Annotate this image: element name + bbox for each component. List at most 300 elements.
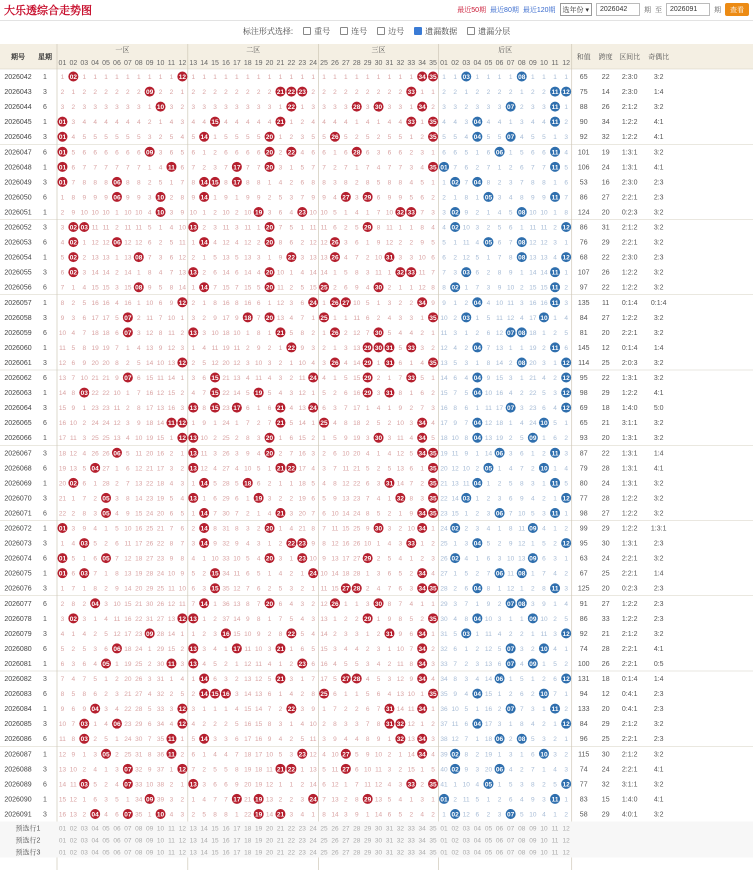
option-checkbox[interactable] [467, 27, 475, 35]
back-miss-number: 8 [486, 179, 491, 187]
front-miss-number: 7 [202, 390, 206, 398]
back-miss-number: 12 [440, 344, 448, 352]
front-ball-number: 09 [146, 630, 154, 638]
front-miss-number: 23 [102, 405, 110, 413]
back-miss-number: 1 [475, 405, 480, 413]
back-miss-number: 1 [453, 239, 457, 247]
front-miss-number: 14 [58, 781, 67, 789]
back-miss-number: 1 [531, 450, 535, 458]
front-col-header: 31 [385, 60, 394, 67]
back-miss-number: 15 [451, 510, 459, 518]
option-3[interactable] [414, 26, 457, 37]
front-miss-number: 12 [58, 751, 67, 759]
back-miss-number: 5 [442, 239, 446, 247]
back-miss-number: 6 [531, 751, 535, 759]
front-ball-number: 09 [146, 796, 154, 804]
option-1[interactable] [340, 26, 367, 37]
back-miss-number: 7 [531, 766, 535, 774]
back-col-header: 03 [462, 60, 471, 67]
front-col-header: 17 [232, 60, 241, 67]
front-miss-number: 3 [71, 660, 76, 668]
front-ball-number: 32 [396, 209, 404, 217]
front-miss-number: 19 [124, 660, 132, 668]
front-miss-number: 19 [255, 781, 263, 789]
zone-ratio-cell: 0:1:4 [621, 344, 638, 352]
back-ball-number: 07 [507, 134, 515, 142]
front-miss-number: 4 [322, 751, 326, 759]
front-ball-number: 24 [309, 570, 317, 578]
back-miss-number: 2 [453, 314, 457, 322]
front-miss-number: 4 [300, 811, 305, 819]
forecast-cell: 25 [320, 837, 328, 845]
front-miss-number: 13 [156, 405, 165, 413]
front-miss-number: 10 [91, 209, 99, 217]
front-miss-number: 8 [398, 390, 403, 398]
front-miss-number: 1 [344, 781, 348, 789]
front-miss-number: 2 [311, 435, 315, 443]
front-miss-number: 12 [342, 480, 350, 488]
front-miss-number: 2 [344, 329, 348, 337]
front-miss-number: 1 [289, 119, 294, 127]
sum-cell: 83 [579, 796, 588, 804]
forecast-back-cell: 05 [484, 837, 493, 845]
odd-even-cell: 3:2 [653, 329, 664, 337]
front-miss-number: 14 [244, 269, 252, 277]
back-col-header: 09 [528, 60, 537, 67]
forecast-cell: 22 [287, 825, 295, 833]
forecast-cell: 32 [396, 849, 404, 857]
front-miss-number: 2 [115, 480, 119, 488]
front-miss-number: 1 [278, 435, 283, 443]
front-miss-number: 9 [365, 751, 370, 759]
front-miss-number: 2 [191, 299, 196, 307]
back-miss-number: 1 [553, 600, 557, 608]
back-miss-number: 5 [531, 134, 535, 142]
front-miss-number: 6 [93, 149, 97, 157]
front-ball-number: 14 [200, 480, 208, 488]
front-miss-number: 17 [222, 314, 230, 322]
back-miss-number: 7 [553, 691, 557, 699]
gap-cell: 1 [43, 660, 47, 668]
period-50-link[interactable]: 最近50期 [457, 6, 487, 14]
back-miss-number: 1 [519, 751, 524, 759]
front-miss-number: 6 [82, 149, 87, 157]
front-miss-number: 5 [278, 194, 283, 202]
odd-even-cell: 0:5 [653, 660, 664, 668]
front-ball-number: 06 [113, 721, 121, 729]
front-miss-number: 1 [289, 645, 294, 653]
front-ball-number: 30 [374, 600, 383, 608]
back-miss-number: 10 [540, 209, 548, 217]
back-miss-number: 5 [486, 314, 491, 322]
front-miss-number: 3 [180, 480, 185, 488]
front-miss-number: 9 [376, 239, 381, 247]
back-ball-number: 04 [473, 480, 481, 488]
front-miss-number: 1 [376, 119, 381, 127]
front-miss-number: 6 [365, 149, 370, 157]
front-miss-number: 10 [80, 209, 88, 217]
front-miss-number: 8 [344, 420, 348, 428]
back-miss-number: 5 [453, 359, 457, 367]
front-miss-number: 1 [365, 239, 370, 247]
front-miss-number: 8 [387, 179, 392, 187]
front-miss-number: 3 [256, 435, 261, 443]
front-miss-number: 7 [235, 510, 239, 518]
front-miss-number: 8 [158, 329, 163, 337]
front-miss-number: 3 [311, 450, 315, 458]
front-miss-number: 3 [431, 209, 435, 217]
front-ball-number: 35 [429, 119, 437, 127]
gap-cell: 3 [43, 766, 47, 774]
zone-ratio-cell: 1:2:2 [621, 615, 638, 623]
issue-cell: 2026078 [4, 615, 32, 623]
front-miss-number: 1 [376, 74, 381, 82]
back-ball-number: 11 [551, 149, 559, 157]
back-miss-number: 3 [453, 329, 457, 337]
front-miss-number: 13 [353, 344, 361, 352]
gap-cell: 6 [43, 736, 47, 744]
period-80-link[interactable]: 最近80期 [490, 6, 519, 14]
front-miss-number: 5 [420, 375, 424, 383]
sum-cell: 94 [579, 691, 588, 699]
back-miss-number: 5 [497, 224, 502, 232]
front-miss-number: 24 [102, 420, 110, 428]
front-miss-number: 11 [396, 660, 404, 668]
front-miss-number: 3 [115, 284, 119, 292]
option-checkbox[interactable] [340, 27, 348, 35]
front-miss-number: 6 [115, 149, 119, 157]
front-miss-number: 4 [104, 119, 108, 127]
front-miss-number: 11 [168, 585, 175, 593]
front-miss-number: 12 [331, 781, 339, 789]
front-miss-number: 1 [365, 405, 370, 413]
front-miss-number: 8 [235, 299, 239, 307]
front-miss-number: 2 [224, 660, 228, 668]
front-miss-number: 2 [431, 194, 435, 202]
front-miss-number: 34 [222, 570, 230, 578]
odd-even-cell: 2:3 [653, 540, 664, 548]
issue-cell: 2026079 [4, 630, 32, 638]
front-miss-number: 5 [420, 179, 424, 187]
back-miss-number: 2 [464, 344, 469, 352]
front-miss-number: 5 [300, 630, 305, 638]
front-miss-number: 5 [278, 585, 283, 593]
front-miss-number: 1 [333, 314, 337, 322]
front-miss-number: 3 [300, 706, 305, 714]
back-miss-number: 1 [464, 510, 469, 518]
front-miss-number: 4 [104, 721, 108, 729]
front-ball-number: 12 [178, 615, 186, 623]
front-miss-number: 1 [104, 676, 108, 684]
back-ball-number: 07 [507, 104, 515, 112]
front-miss-number: 1 [202, 149, 206, 157]
option-group [303, 26, 510, 37]
front-miss-number: 13 [69, 811, 77, 819]
back-miss-number: 7 [486, 164, 491, 172]
front-miss-number: 1 [82, 74, 87, 82]
front-miss-number: 2 [213, 209, 217, 217]
back-miss-number: 1 [519, 375, 524, 383]
front-miss-number: 7 [115, 344, 119, 352]
front-ball-number: 21 [276, 676, 285, 684]
back-miss-number: 1 [464, 645, 469, 653]
back-ball-number: 12 [562, 495, 570, 503]
front-miss-number: 10 [244, 630, 252, 638]
back-miss-number: 5 [508, 781, 513, 789]
span-cell: 11 [602, 299, 610, 307]
front-miss-number: 6 [387, 570, 392, 578]
front-miss-number: 3 [245, 525, 250, 533]
to-issue-input[interactable]: 2026091 [666, 3, 710, 16]
back-miss-number: 1 [519, 585, 524, 593]
front-miss-number: 20 [91, 359, 99, 367]
forecast-cell: 33 [407, 837, 415, 845]
front-miss-number: 7 [169, 269, 174, 277]
front-miss-number: 3 [136, 104, 141, 112]
front-miss-number: 5 [300, 284, 305, 292]
front-ball-number: 31 [385, 721, 394, 729]
back-miss-number: 14 [440, 375, 448, 383]
front-miss-number: 1 [344, 314, 348, 322]
front-miss-number: 12 [69, 450, 77, 458]
back-miss-number: 6 [464, 721, 469, 729]
front-miss-number: 3 [136, 329, 141, 337]
forecast-back-cell: 09 [529, 825, 537, 833]
option-4[interactable] [467, 26, 510, 37]
gap-cell: 1 [43, 525, 47, 533]
front-miss-number: 1 [82, 796, 87, 804]
front-miss-number: 18 [102, 329, 110, 337]
front-miss-number: 2 [300, 239, 305, 247]
back-miss-number: 18 [484, 736, 493, 744]
back-miss-number: 40 [440, 766, 448, 774]
year-select[interactable]: 选年份 ▾ [560, 3, 592, 16]
period-120-link[interactable]: 最近120期 [522, 6, 556, 14]
forecast-cell: 05 [102, 825, 110, 833]
front-miss-number: 4 [398, 796, 403, 804]
front-ball-number: 05 [102, 495, 110, 503]
issue-cell: 2026066 [4, 435, 32, 443]
front-ball-number: 12 [178, 420, 186, 428]
gap-cell: 1 [43, 615, 47, 623]
back-miss-number: 1 [486, 209, 491, 217]
back-miss-number: 1 [519, 269, 524, 277]
front-miss-number: 8 [398, 615, 403, 623]
front-miss-number: 3 [387, 766, 392, 774]
front-miss-number: 6 [333, 450, 337, 458]
front-miss-number: 8 [311, 525, 315, 533]
back-miss-number: 14 [495, 359, 504, 367]
query-button[interactable]: 查看 [725, 3, 749, 16]
option-label: 标注形式选择: [242, 26, 294, 36]
front-miss-number: 1 [333, 344, 337, 352]
front-ball-number: 02 [69, 74, 77, 82]
front-miss-number: 22 [91, 390, 99, 398]
span-cell: 20 [601, 209, 610, 217]
zone-ratio-cell: 2:1:2 [621, 224, 638, 232]
option-0[interactable] [303, 26, 330, 37]
front-miss-number: 2 [245, 344, 250, 352]
front-ball-number: 22 [287, 706, 295, 714]
front-miss-number: 6 [235, 149, 239, 157]
front-ball-number: 12 [178, 435, 186, 443]
option-label-text: 遗漏分层 [478, 26, 511, 36]
front-miss-number: 9 [126, 510, 130, 518]
sum-cell: 65 [579, 74, 588, 82]
span-cell: 21 [601, 630, 610, 638]
front-miss-number: 9 [245, 615, 250, 623]
front-miss-number: 3 [224, 676, 228, 684]
front-miss-number: 3 [191, 540, 196, 548]
back-miss-number: 2 [497, 796, 502, 804]
span-cell: 22 [601, 375, 610, 383]
front-miss-number: 4 [169, 721, 174, 729]
front-miss-number: 17 [320, 676, 328, 684]
front-miss-number: 6 [344, 390, 348, 398]
option-checkbox[interactable] [303, 27, 311, 35]
back-miss-number: 8 [508, 254, 513, 262]
back-miss-number: 19 [495, 435, 504, 443]
back-miss-number: 12 [484, 645, 493, 653]
back-miss-number: 7 [519, 179, 524, 187]
back-miss-number: 1 [464, 329, 469, 337]
odd-even-cell: 3:2 [653, 781, 664, 789]
front-miss-number: 4 [245, 119, 250, 127]
back-ball-number: 08 [518, 600, 526, 608]
front-miss-number: 12 [353, 329, 361, 337]
front-miss-number: 27 [102, 465, 110, 473]
front-miss-number: 1 [398, 284, 403, 292]
front-miss-number: 5 [180, 149, 185, 157]
front-miss-number: 9 [136, 194, 141, 202]
back-ball-number: 12 [562, 359, 570, 367]
option-checkbox[interactable] [377, 27, 385, 35]
sum-cell: 84 [579, 721, 588, 729]
front-ball-number: 23 [298, 555, 306, 563]
front-miss-number: 2 [289, 660, 294, 668]
front-miss-number: 15 [320, 645, 328, 653]
front-miss-number: 2 [278, 359, 283, 367]
front-miss-number: 9 [245, 194, 250, 202]
front-miss-number: 4 [311, 630, 315, 638]
front-miss-number: 2 [71, 510, 76, 518]
front-col-header: 09 [145, 60, 154, 67]
front-miss-number: 6 [409, 465, 414, 473]
front-miss-number: 3 [387, 299, 392, 307]
front-miss-number: 13 [124, 570, 132, 578]
back-ball-number: 08 [518, 209, 526, 217]
front-miss-number: 2 [420, 615, 424, 623]
gap-cell: 6 [43, 329, 47, 337]
front-miss-number: 7 [300, 194, 305, 202]
back-miss-number: 14 [540, 269, 548, 277]
front-miss-number: 31 [222, 525, 230, 533]
front-miss-number: 2 [278, 149, 283, 157]
front-miss-number: 5 [93, 781, 97, 789]
forecast-cell: 08 [135, 837, 143, 845]
front-miss-number: 12 [407, 721, 415, 729]
forecast-cell: 18 [244, 825, 252, 833]
front-ball-number: 26 [331, 239, 339, 247]
front-ball-number: 27 [342, 194, 350, 202]
back-miss-number: 22 [440, 495, 448, 503]
front-miss-number: 6 [398, 359, 403, 367]
front-miss-number: 16 [320, 660, 328, 668]
back-ball-number: 11 [551, 344, 559, 352]
front-ball-number: 14 [200, 540, 208, 548]
front-miss-number: 3 [93, 645, 97, 653]
front-miss-number: 7 [245, 585, 250, 593]
front-miss-number: 8 [365, 510, 370, 518]
option-checkbox[interactable] [414, 27, 422, 35]
front-col-header: 03 [80, 60, 89, 67]
front-miss-number: 16 [167, 405, 176, 413]
front-miss-number: 1 [202, 751, 206, 759]
front-miss-number: 1 [235, 74, 239, 82]
front-miss-number: 2 [191, 254, 196, 262]
from-issue-input[interactable]: 2026042 [596, 3, 640, 16]
forecast-back-cell: 12 [562, 825, 570, 833]
front-miss-number: 5 [256, 284, 261, 292]
forecast-cell: 30 [374, 825, 383, 833]
issue-cell: 2026043 [4, 89, 32, 97]
front-miss-number: 5 [344, 660, 348, 668]
front-miss-number: 5 [115, 525, 119, 533]
front-miss-number: 1 [278, 480, 283, 488]
back-miss-number: 19 [440, 450, 448, 458]
front-ball-number: 29 [364, 390, 372, 398]
front-miss-number: 9 [376, 736, 381, 744]
front-ball-number: 07 [124, 375, 132, 383]
sum-cell: 75 [579, 89, 588, 97]
span-cell: 30 [601, 540, 610, 548]
front-miss-number: 3 [235, 450, 239, 458]
front-ball-number: 25 [320, 284, 328, 292]
front-miss-number: 28 [353, 570, 361, 578]
front-miss-number: 1 [191, 420, 196, 428]
front-miss-number: 13 [113, 435, 121, 443]
issue-cell: 2026088 [4, 766, 32, 774]
back-miss-number: 10 [507, 284, 515, 292]
span-cell: 19 [601, 149, 610, 157]
back-ball-number: 11 [551, 706, 559, 714]
front-miss-number: 33 [156, 706, 165, 714]
option-2[interactable] [377, 26, 404, 37]
back-miss-number: 9 [486, 375, 491, 383]
front-miss-number: 3 [409, 254, 414, 262]
odd-even-cell: 0:1:4 [650, 299, 667, 307]
front-miss-number: 12 [309, 239, 317, 247]
forecast-cell: 24 [309, 837, 317, 845]
forecast-cell: 11 [168, 837, 175, 845]
front-miss-number: 8 [235, 766, 239, 774]
forecast-cell: 28 [353, 837, 361, 845]
back-miss-number: 6 [486, 149, 491, 157]
front-miss-number: 7 [213, 510, 217, 518]
front-miss-number: 12 [91, 239, 99, 247]
front-miss-number: 1 [93, 615, 97, 623]
front-miss-number: 8 [147, 751, 152, 759]
back-miss-number: 5 [519, 435, 524, 443]
front-miss-number: 12 [320, 600, 328, 608]
back-miss-number: 3 [553, 751, 557, 759]
back-miss-number: 39 [440, 751, 448, 759]
front-miss-number: 1 [191, 344, 196, 352]
front-miss-number: 7 [245, 420, 250, 428]
front-miss-number: 3 [387, 435, 392, 443]
front-miss-number: 7 [136, 390, 141, 398]
back-miss-number: 6 [531, 149, 535, 157]
